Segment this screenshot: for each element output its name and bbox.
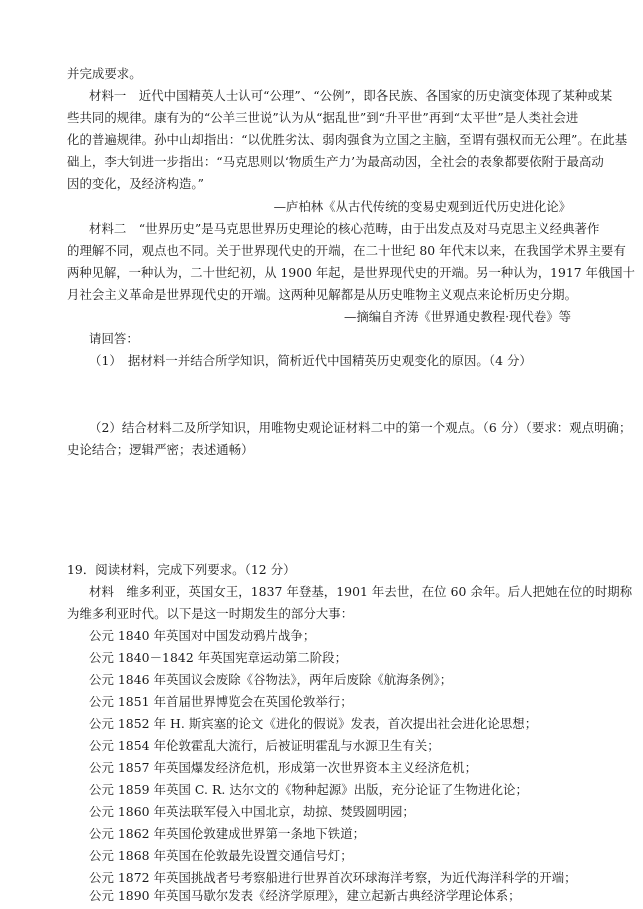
material1-source: —庐柏林《从古代传统的变易史观到近代历史进化论》 xyxy=(273,199,571,214)
material2-line: 两种见解，一种认为，二十世纪初，从 1900 年起，是世界现代史的开端。另一种认为，1917 年俄国十 xyxy=(67,265,635,280)
q19-heading: 19．阅读材料，完成下列要求。（12 分） xyxy=(67,562,296,577)
event-item: 公元 1859 年英国 C. R. 达尔文的《物种起源》出版，充分论证了生物进化论； xyxy=(89,782,528,797)
prompt-text: 请回答： xyxy=(89,331,139,346)
event-item: 公元 1868 年英国在伦敦最先设置交通信号灯； xyxy=(89,848,353,863)
event-item: 公元 1890 年英国马歇尔发表《经济学原理》，建立起新古典经济学理论体系； xyxy=(89,888,521,903)
event-item: 公元 1860 年英法联军侵入中国北京，劫掠、焚毁圆明园； xyxy=(89,804,415,819)
event-item: 公元 1851 年首届世界博览会在英国伦敦举行； xyxy=(89,694,353,709)
sub-question-2-line: （2）结合材料二及所学知识，用唯物史观论证材料二中的第一个观点。（6 分）（要求：观点明确； xyxy=(89,420,632,435)
q19-intro-line: 为维多利亚时代。以下是这一时期发生的部分大事： xyxy=(67,606,354,621)
material1-line: 材料一 近代中国精英人士认可“公理”、“公例”，即各民族、各国家的历史演变体现了某种或某 xyxy=(89,88,613,103)
material2-source: —摘编自齐涛《世界通史教程·现代卷》等 xyxy=(344,309,571,324)
material2-line: 材料二 “世界历史”是马克思世界历史理论的核心范畴，由于出发点及对马克思主义经典著作 xyxy=(89,221,600,236)
event-item: 公元 1872 年英国挑战者号考察船进行世界首次环球海洋考察，为近代海洋科学的开端； xyxy=(89,870,577,885)
event-item: 公元 1846 年英国议会废除《谷物法》，两年后废除《航海条例》； xyxy=(89,672,453,687)
q19-intro-line: 材料 维多利亚，英国女王，1837 年登基，1901 年去世，在位 60 余年。后人把她在位的时期称 xyxy=(89,584,633,599)
material1-line: 化的普遍规律。孙中山却指出：“以优胜劣汰、弱肉强食为立国之主脑，至谓有强权而无公理”。在此基 xyxy=(67,132,628,147)
event-item: 公元 1854 年伦敦霍乱大流行，后被证明霍乱与水源卫生有关； xyxy=(89,738,440,753)
event-item: 公元 1862 年英国伦敦建成世界第一条地下铁道； xyxy=(89,826,366,841)
material2-line: 的理解不同，观点也不同。关于世界现代史的开端，在二十世纪 80 年代末以来，在我国学术界主要有 xyxy=(67,243,626,258)
event-item: 公元 1857 年英国爆发经济危机，形成第一次世界资本主义经济危机； xyxy=(89,760,478,775)
event-item: 公元 1840－1842 年英国宪章运动第二阶段； xyxy=(89,650,348,665)
sub-question-2-line: 史论结合；逻辑严密；表述通畅） xyxy=(67,442,254,457)
material1-line: 础上，李大钊进一步指出：“马克思则以‘物质生产力’为最高动因，全社会的表象都要依附于最高动 xyxy=(67,154,604,169)
event-item: 公元 1852 年 H. 斯宾塞的论文《进化的假说》发表，首次提出社会进化论思想； xyxy=(89,716,538,731)
event-item: 公元 1840 年英国对中国发动鸦片战争； xyxy=(89,628,316,643)
sub-question-1: （1） 据材料一并结合所学知识，简析近代中国精英历史观变化的原因。（4 分） xyxy=(89,353,532,368)
material2-line: 月社会主义革命是世界现代史的开端。这两种见解都是从历史唯物主义观点来论析历史分期。 xyxy=(67,287,578,302)
material1-line: 因的变化，及经济构造。” xyxy=(67,176,205,191)
material1-line: 些共同的规律。康有为的“公羊三世说”认为从“据乱世”到“升平世”再到“太平世”是人类社会进 xyxy=(67,110,579,125)
continuation-text: 并完成要求。 xyxy=(67,66,142,81)
